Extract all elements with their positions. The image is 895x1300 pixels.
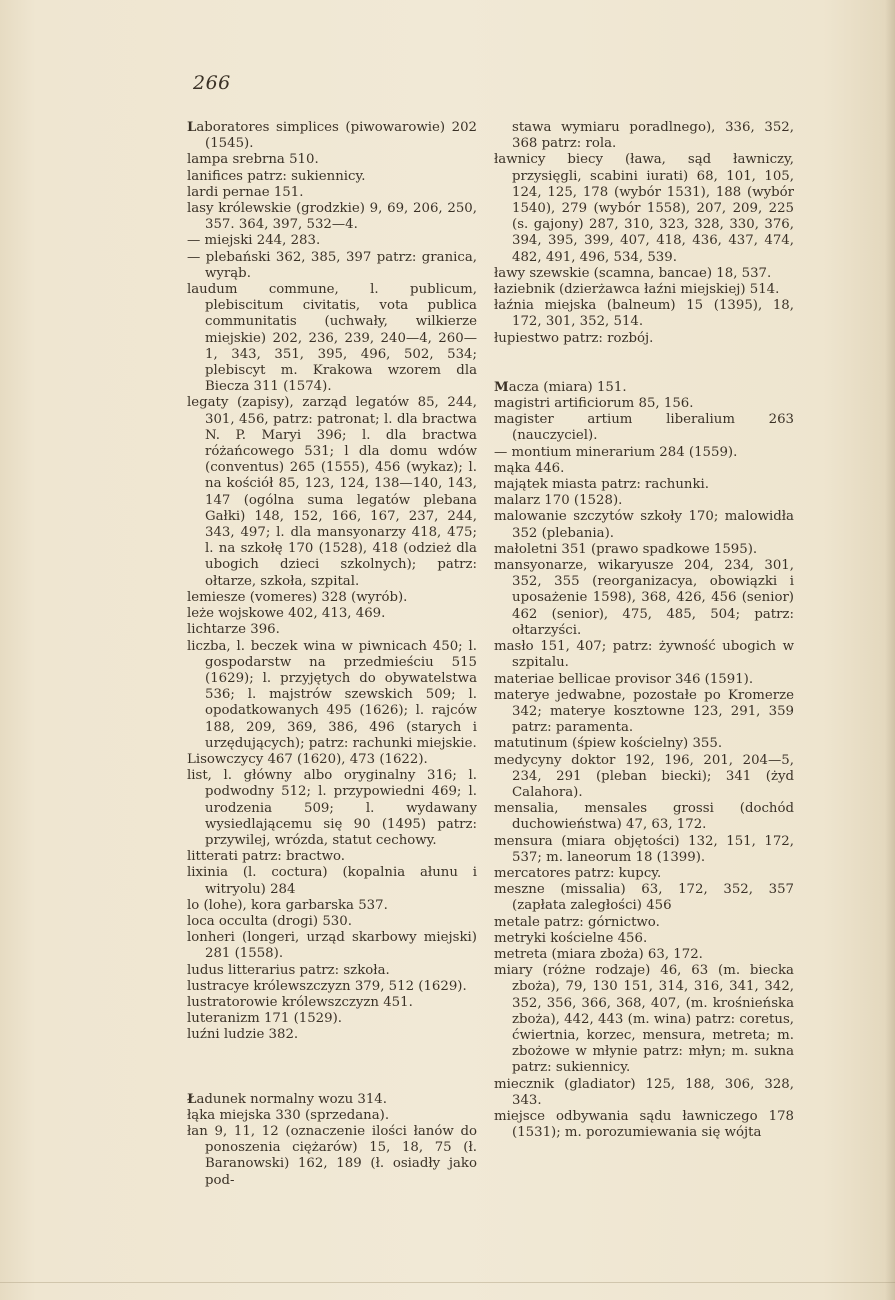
index-entry-text: łaźnia miejska (balneum) 15 (1395), 18, 172, 301, 352, 514. xyxy=(494,298,794,330)
index-entry-text: miejsce odbywania sądu ławniczego 178 (1531); m. porozumiewania się wójta xyxy=(494,1108,794,1141)
index-entry-text: list, l. główny albo oryginalny 316; l. podwodny 512; l. przypowiedni 469; l. urodzenia 509; l. wydawany wysiedlającemu się 90 (1495) patrz: przywilej, wrózda, statut cechowy. xyxy=(187,768,477,848)
index-entry-text: lustracye królewszczyzn 379, 512 (1629). xyxy=(187,978,467,994)
index-entry-text: malarz 170 (1528). xyxy=(494,493,623,509)
index-column-right xyxy=(494,120,794,1141)
index-entry-text: majątek miasta patrz: rachunki. xyxy=(494,477,710,493)
index-entry-text: mensalia, mensales grossi (dochód duchowieństwa) 47, 63, 172. xyxy=(494,801,794,833)
index-entry-text: loca occulta (drogi) 530. xyxy=(187,913,352,929)
index-entry-text: łaziebnik (dzierżawca łaźni miejskiej) 514. xyxy=(494,282,780,298)
index-entry xyxy=(187,752,477,768)
index-entry xyxy=(187,865,477,897)
index-entry-text: adunek normalny wozu 314. xyxy=(196,1091,387,1107)
index-entry xyxy=(494,931,794,947)
index-entry-text: magister artium liberalium 263 (nauczyciel). xyxy=(494,412,794,444)
index-entry xyxy=(187,849,477,865)
index-entry xyxy=(187,282,477,395)
index-entry-text: meszne (missalia) 63, 172, 352, 357 (zapłata zaległości) 456 xyxy=(494,882,794,914)
index-entry xyxy=(494,396,794,412)
index-entry-text: luteranizm 171 (1529). xyxy=(187,1011,343,1027)
index-entry xyxy=(494,120,794,152)
index-entry-text: lardi pernae 151. xyxy=(187,184,304,200)
index-entry xyxy=(187,120,477,152)
index-entry-text: metale patrz: górnictwo. xyxy=(494,914,660,930)
index-entry-text: ławnicy biecy (ława, sąd ławniczy, przysięgli, scabini iurati) 68, 101, 105, 124, 125, 178 (wybór 1531), 188 (wybór 1540), 279 (wybór 1558), 207, 209, 225 (s. gajony) 287, 310, 323, 328, 330, 376, 394, 395, 399, 407, 418, 436, 437, 474, 482, 491, 496, 534, 539. xyxy=(494,152,794,265)
index-entry-text: mercatores patrz: kupcy. xyxy=(494,865,662,881)
index-entry xyxy=(494,152,794,265)
index-entry xyxy=(187,233,477,249)
index-entry xyxy=(494,915,794,931)
index-entry xyxy=(494,834,794,866)
index-entry xyxy=(187,914,477,930)
page-number: 266 xyxy=(193,72,231,94)
index-entry xyxy=(187,1027,477,1043)
index-entry xyxy=(187,639,477,752)
index-entry-text: liczba, l. beczek wina w piwnicach 450; l. gospodarstw na przedmieściu 515 (1629); l. przyjętych do obywatelstwa 536; l. majstrów szewskich 509; l. opodatkowanych 495 (1626); l. rajców 188, 209, 369, 386, 496 (starych i urzędujących); patrz: rachunki miejskie. xyxy=(187,638,477,751)
index-entry xyxy=(187,152,477,168)
index-entry xyxy=(494,736,794,752)
index-entry xyxy=(187,606,477,622)
index-entry-text: miary (różne rodzaje) 46, 63 (m. biecka zboża), 79, 130 151, 314, 316, 341, 342, 352, 356, 366, 368, 407, (m. krośnieńska zboża), 442, 443 (m. wina) patrz: coretus, ćwiertnia, korzec, mensura, metreta; m. zbożowe w młynie patrz: młyn; m. sukna patrz: sukiennicy. xyxy=(494,963,794,1076)
index-entry xyxy=(187,1092,477,1108)
index-entry xyxy=(494,882,794,914)
index-entry xyxy=(187,590,477,606)
index-entry xyxy=(494,282,794,298)
index-entry xyxy=(187,1108,477,1124)
index-entry-text: — plebański 362, 385, 397 patrz: granica, wyrąb. xyxy=(187,249,477,281)
index-entry-text: — montium minerarium 284 (1559). xyxy=(494,444,738,460)
index-entry xyxy=(494,672,794,688)
index-entry-text: łupiestwo patrz: rozbój. xyxy=(494,330,654,346)
page-edge-shadow xyxy=(885,0,895,1300)
index-entry xyxy=(494,1109,794,1141)
index-entry-text: medycyny doktor 192, 196, 201, 204—5, 234, 291 (pleban biecki); 341 (żyd Calahora). xyxy=(494,752,794,800)
index-entry xyxy=(187,930,477,962)
index-entry xyxy=(187,979,477,995)
index-entry xyxy=(494,266,794,282)
index-entry xyxy=(187,201,477,233)
index-entry-text: masło 151, 407; patrz: żywność ubogich w szpitalu. xyxy=(494,639,794,671)
index-column-left xyxy=(187,120,477,1189)
index-entry-text: małoletni 351 (prawo spadkowe 1595). xyxy=(494,541,758,557)
index-entry-text: lixinia (l. coctura) (kopalnia ałunu i witryolu) 284 xyxy=(187,865,477,897)
index-entry-text: magistri artificiorum 85, 156. xyxy=(494,396,694,412)
index-entry-text: łan 9, 11, 12 (oznaczenie ilości łanów do ponoszenia ciężarów) 15, 18, 75 (ł. Baranowski) 162, 189 (ł. osiadły jako pod- xyxy=(187,1123,477,1188)
index-entry-text: laudum commune, l. publicum, plebiscitum civitatis, vota publica communitatis (uchwały, wilkierze miejskie) 202, 236, 239, 240—4, 260—1, 343, 351, 395, 496, 502, 534; plebiscyt m. Krakowa wzorem dla Biecza 311 (1574). xyxy=(187,282,477,395)
index-entry xyxy=(494,331,794,347)
index-entry-text: lo (lohe), kora garbarska 537. xyxy=(187,897,388,913)
index-entry-text: aboratores simplices (piwowarowie) 202 (1545). xyxy=(196,120,477,152)
index-entry-text: ludus litterarius patrz: szkoła. xyxy=(187,962,390,978)
index-entry-text: metryki kościelne 456. xyxy=(494,930,648,946)
index-entry-text: lustratorowie królewszczyzn 451. xyxy=(187,994,413,1010)
index-entry-text: matutinum (śpiew kościelny) 355. xyxy=(494,736,723,752)
index-entry xyxy=(494,461,794,477)
index-entry-text: metreta (miara zboża) 63, 172. xyxy=(494,946,703,962)
index-entry xyxy=(187,963,477,979)
index-entry xyxy=(494,298,794,330)
index-entry-text: mansyonarze, wikaryusze 204, 234, 301, 352, 355 (reorganizacya, obowiązki i uposażenie 1598), 368, 426, 456 (senior) 462 (senior), 475, 485, 504; patrz: ołtarzyści. xyxy=(494,558,794,638)
index-entry xyxy=(494,639,794,671)
index-entry-text: lasy królewskie (grodzkie) 9, 69, 206, 250, 357. 364, 397, 532—4. xyxy=(187,201,477,233)
index-entry-text: leże wojskowe 402, 413, 469. xyxy=(187,606,386,622)
page-bottom-rule xyxy=(0,1282,895,1283)
index-entry-text: acza (miara) 151. xyxy=(508,379,627,395)
index-entry xyxy=(494,688,794,737)
index-entry xyxy=(187,185,477,201)
index-entry-text: mensura (miara objętości) 132, 151, 172, 537; m. laneorum 18 (1399). xyxy=(494,833,794,865)
index-entry-text: ławy szewskie (scamna, bancae) 18, 537. xyxy=(494,265,772,281)
index-entry xyxy=(494,753,794,802)
index-entry xyxy=(187,250,477,282)
section-initial: Ł xyxy=(187,1091,197,1107)
index-entry xyxy=(187,622,477,638)
index-entry-text: miecznik (gladiator) 125, 188, 306, 328, 343. xyxy=(494,1076,794,1108)
index-entry xyxy=(187,768,477,849)
index-entry xyxy=(187,898,477,914)
index-entry xyxy=(494,963,794,1076)
index-entry xyxy=(494,1077,794,1109)
index-entry-text: lichtarze 396. xyxy=(187,622,280,638)
index-entry-text: lampa srebrna 510. xyxy=(187,152,319,168)
index-entry xyxy=(187,995,477,1011)
index-entry xyxy=(494,801,794,833)
index-entry-text: Lisowczycy 467 (1620), 473 (1622). xyxy=(187,751,428,767)
index-entry-text: lemiesze (vomeres) 328 (wyrób). xyxy=(187,589,408,605)
index-entry xyxy=(494,477,794,493)
section-gap xyxy=(187,1044,477,1092)
index-entry-text: materiae bellicae provisor 346 (1591). xyxy=(494,671,754,687)
index-entry xyxy=(494,947,794,963)
index-entry-text: stawa wymiaru poradlnego), 336, 352, 368 patrz: rola. xyxy=(512,120,794,152)
index-entry xyxy=(494,558,794,639)
index-entry-text: materye jedwabne, pozostałe po Kromerze 342; materye kosztowne 123, 291, 359 patrz: paramenta. xyxy=(494,687,794,736)
index-entry xyxy=(494,445,794,461)
index-entry-text: litterati patrz: bractwo. xyxy=(187,849,345,865)
index-entry xyxy=(494,493,794,509)
index-entry xyxy=(494,542,794,558)
index-entry-text: lanifices patrz: sukiennicy. xyxy=(187,168,366,184)
index-entry xyxy=(187,169,477,185)
index-entry xyxy=(187,395,477,589)
section-initial: L xyxy=(187,120,197,135)
index-entry-text: malowanie szczytów szkoły 170; malowidła 352 (plebania). xyxy=(494,509,794,541)
index-entry xyxy=(494,380,794,396)
index-entry-text: lonheri (longeri, urząd skarbowy miejski) 281 (1558). xyxy=(187,930,477,962)
index-entry-text: mąka 446. xyxy=(494,460,565,476)
index-entry xyxy=(187,1011,477,1027)
index-entry xyxy=(187,1124,477,1189)
index-entry xyxy=(494,866,794,882)
index-entry xyxy=(494,412,794,444)
index-entry-text: luźni ludzie 382. xyxy=(187,1027,299,1043)
index-entry-text: legaty (zapisy), zarząd legatów 85, 244, 301, 456, patrz: patronat; l. dla bractwa N. P. Maryi 396; l. dla bractwa różańcowego 531; l dla domu wdów (conventus) 265 (1555), 456 (wykaz); l. na kościół 85, 123, 124, 138—140, 143, 147 (ogólna suma legatów plebana Gałki) 148, 152, 166, 167, 237, 244, 343, 497; l. dla mansyonarzy 418, 475; l. na szkołę 170 (1528), 418 (odzież dla ubogich dzieci szkolnych); patrz: ołtarze, szkoła, szpital. xyxy=(187,395,477,589)
index-entry-text: — miejski 244, 283. xyxy=(187,233,321,249)
index-entry-text: łąka miejska 330 (sprzedana). xyxy=(187,1107,390,1123)
section-initial: M xyxy=(494,379,509,395)
index-entry xyxy=(494,509,794,541)
section-gap xyxy=(494,347,794,380)
